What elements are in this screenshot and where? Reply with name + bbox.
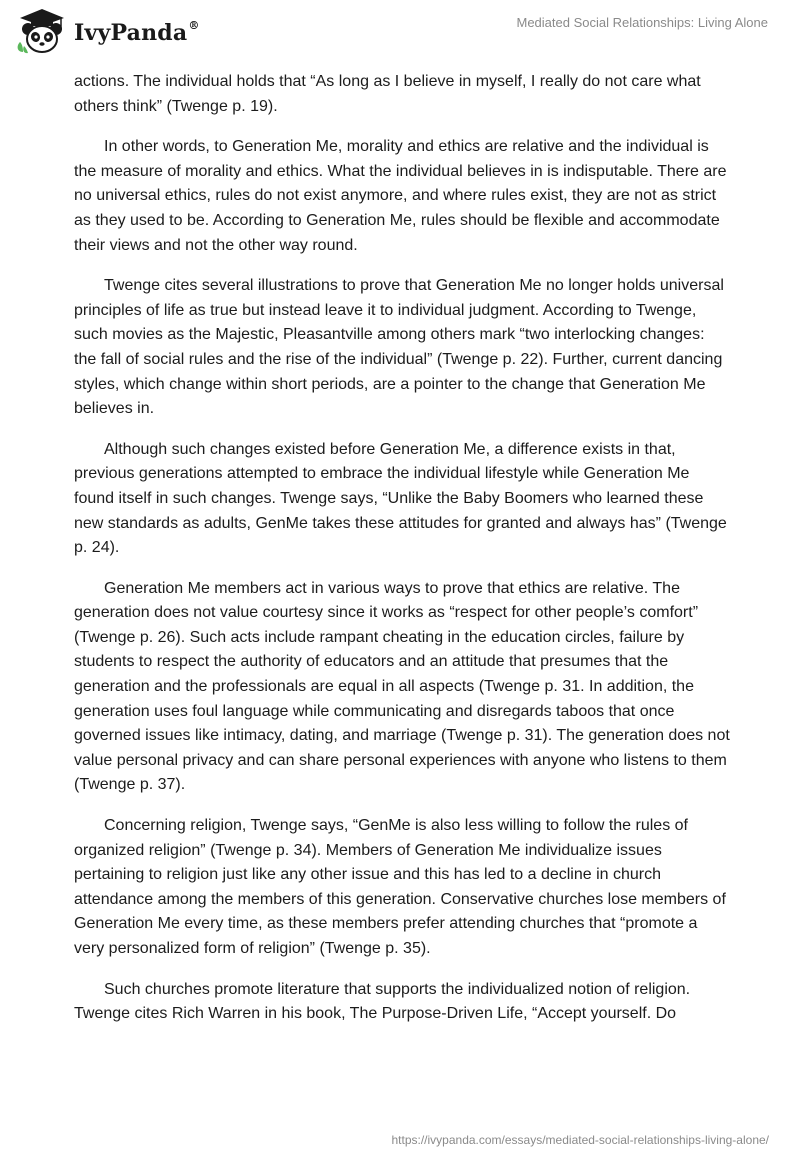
ivypanda-logo[interactable] [14,6,200,56]
page-header [0,0,800,64]
document-title: Mediated Social Relationships: Living Alone [516,15,768,30]
paragraph: Although such changes existed before Generation Me, a difference exists in that, previous generations attempted to embrace the individual lifestyle while Generation Me found itself in such changes. Twenge says, “Unlike the Baby Boomers who learned these new standards as adults, GenMe takes these attitudes for granted and always has” (Twenge p. 24). [74,440,727,557]
paragraph: Concerning religion, Twenge says, “GenMe is also less willing to follow the rules of organized religion” (Twenge p. 34). Members of Generation Me individualize issues pertaining to religion just like any other issue and this has led to a decline in church attendance among the members of this generation. Conservative churches lose members of Generation Me every time, as these members prefer attending churches that “promote a very personalized form of religion” (Twenge p. 35). [74,817,726,957]
panda-graduate-logo-icon [14,6,70,56]
logo-text: IvyPanda® [74,18,200,46]
paragraph: Twenge cites several illustrations to prove that Generation Me no longer holds universal principles of life as true but instead leave it to individual judgment. According to Twenge, such movies as the Majestic, Pleasantville among others mark “two interlocking changes: the fall of social rules and the rise of the individual” (Twenge p. 22). Further, current dancing styles, which change within short periods, are a pointer to the change that Generation Me believes in. [74,277,724,418]
paragraph: In other words, to Generation Me, morality and ethics are relative and the individual is the measure of morality and ethics. What the individual believes in is indisputable. There are no universal ethics, rules do not exist anymore, and where rules exist, they are not as strict as they used to be. According to Generation Me, rules should be flexible and accommodate their views and not the other way round. [74,138,727,254]
source-url[interactable]: https://ivypanda.com/essays/mediated-social-relationships-living-alone/ [391,1133,769,1147]
paragraph: actions. The individual holds that “As long as I believe in myself, I really do not care what others think” (Twenge p. 19). [74,73,701,115]
paragraph: Such churches promote literature that supports the individualized notion of religion. Twenge cites Rich Warren in his book, The Purpose-Driven Life, “Accept yourself. Do [74,980,691,1023]
essay-body [74,70,730,1043]
paragraph: Generation Me members act in various ways to prove that ethics are relative. The generation does not value courtesy since it works as “respect for other people’s comfort” (Twenge p. 26). Such acts include rampant cheating in the education circles, failure by students to respect the authority of educators and an attitude that presumes that the generation and the professionals are equal in all aspects (Twenge p. 31. In addition, the generation uses foul language while communicating and disregards taboos that once governed issues like intimacy, dating, and marriage (Twenge p. 31). The generation does not value personal privacy and can share personal experiences with anyone who listens to them (Twenge p. 37). [74,579,730,794]
